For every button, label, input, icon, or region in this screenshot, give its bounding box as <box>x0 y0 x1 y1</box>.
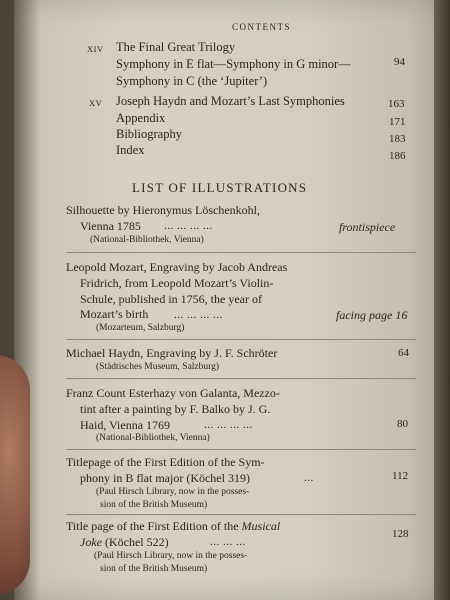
chapter-title: Joseph Haydn and Mozart’s Last Symphonies <box>116 94 345 108</box>
chapter-numeral: XIV <box>87 44 104 54</box>
illustration-title <box>66 519 280 534</box>
illustration-credit: (National-Bibliothek, Vienna) <box>90 235 204 245</box>
illustration-credit: sion of the British Museum) <box>100 500 208 510</box>
illustration-page: frontispiece <box>339 220 396 234</box>
illustration-credit: (Mozarteum, Salzburg) <box>96 323 185 333</box>
illustration-credit: (National-Bibliothek, Vienna) <box>96 433 210 443</box>
illustration-title: phony in B flat major (Köchel 319) <box>80 471 250 485</box>
illustration-title: Titlepage of the First Edition of the Sym- <box>66 455 265 469</box>
chapter-page: 94 <box>394 56 405 68</box>
index-label: Index <box>116 143 145 157</box>
illustration-title: Fridrich, from Leopold Mozart’s Violin- <box>80 276 274 290</box>
illustration-page: 64 <box>398 347 409 359</box>
illustration-title-italic: Musical <box>241 519 281 533</box>
illustration-title-text: (Köchel 522) <box>104 535 169 549</box>
illustration-credit: (Paul Hirsch Library, now in the posses- <box>94 551 248 561</box>
leader-dots: ... <box>304 472 314 484</box>
bibliography-page: 183 <box>389 133 406 145</box>
illustrations-heading: LIST OF ILLUSTRATIONS <box>132 180 308 195</box>
illustration-page: facing page 16 <box>336 308 408 322</box>
book-edge <box>434 0 450 600</box>
illustration-page: 112 <box>392 470 409 482</box>
illustration-title: Leopold Mozart, Engraving by Jacob Andreas <box>66 260 288 274</box>
illustration-title: Michael Haydn, Engraving by J. F. Schröter <box>66 346 278 360</box>
chapter-numeral: XV <box>89 98 103 108</box>
divider <box>66 378 416 379</box>
illustration-page: 128 <box>392 528 409 540</box>
chapter-subtitle: Symphony in E flat—Symphony in G minor— <box>116 57 351 71</box>
illustration-title-text: Title page of the First Edition of the <box>66 519 239 533</box>
chapter-page: 163 <box>388 98 405 110</box>
leader-dots: ... ... ... ... <box>164 220 213 232</box>
divider <box>66 514 416 515</box>
illustration-credit: (Paul Hirsch Library, now in the posses- <box>96 487 250 497</box>
bibliography-label: Bibliography <box>116 127 182 141</box>
contents-heading: CONTENTS <box>232 22 291 32</box>
chapter-title: The Final Great Trilogy <box>116 40 236 54</box>
illustration-title: Silhouette by Hieronymus Löschenkohl, <box>66 203 260 217</box>
leader-dots: ... ... ... ... <box>174 309 223 321</box>
chapter-subtitle: Symphony in C (the ‘Jupiter’) <box>116 74 268 88</box>
divider <box>66 449 416 450</box>
book-page <box>14 0 434 600</box>
thumb <box>0 355 30 595</box>
leader-dots: ... ... ... <box>210 536 246 548</box>
index-page: 186 <box>389 150 406 162</box>
divider <box>66 339 416 340</box>
leader-dots: ... ... ... ... <box>204 419 253 431</box>
illustration-title: Haid, Vienna 1769 <box>80 418 171 432</box>
illustration-title: Schule, published in 1756, the year of <box>80 292 262 306</box>
illustration-title: Franz Count Esterhazy von Galanta, Mezzo- <box>66 386 280 400</box>
appendix-page: 171 <box>389 116 406 128</box>
illustration-credit: sion of the British Museum) <box>100 564 208 574</box>
illustration-title-italic: Joke <box>80 535 102 549</box>
illustration-title: tint after a painting by F. Balko by J. G. <box>80 402 271 416</box>
illustration-credit: (Städtisches Museum, Salzburg) <box>96 362 220 372</box>
illustration-title <box>80 535 169 550</box>
illustration-page: 80 <box>397 418 408 430</box>
appendix-label: Appendix <box>116 111 166 125</box>
illustration-title: Mozart’s birth <box>80 307 149 321</box>
illustration-title: Vienna 1785 <box>80 219 141 233</box>
divider <box>66 252 416 253</box>
